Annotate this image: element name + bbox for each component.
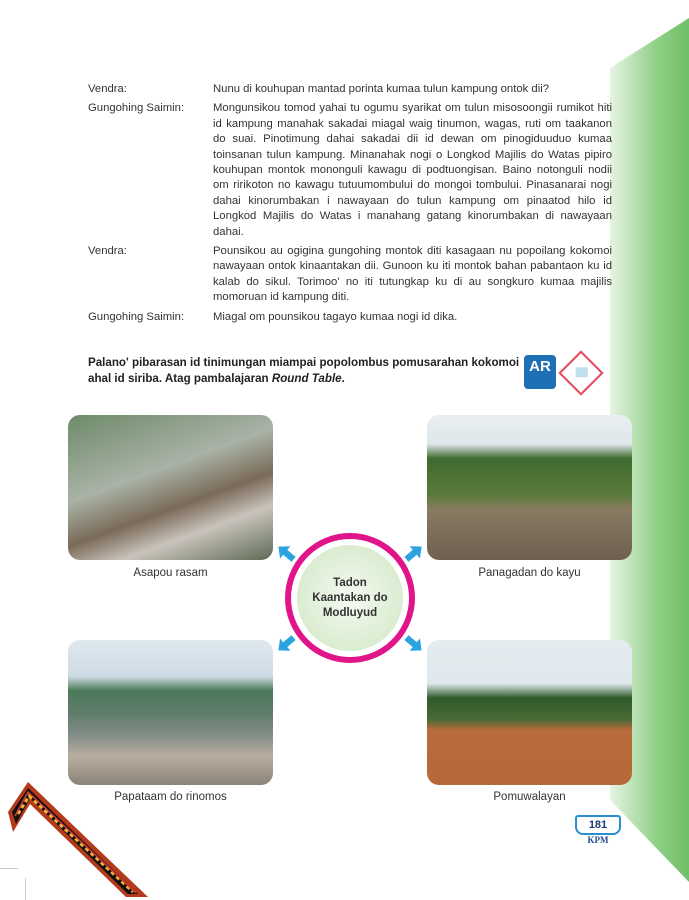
topic-line: Tadon [333,576,367,589]
activity-instruction [88,355,528,387]
speech: Pounsikou au ogigina gungohing montok diti kasagaan nu popoilang kokomoi nawayaan ontok kinaantakan dii. Gunoon ku iti montok bahan pabantaon ku id kalab do sikul. Torimoo' no iti tutungkap ku di au songkuro kumaa majilis momoruan id kampung diti. [213,245,612,304]
central-topic [285,533,415,663]
speaker: Gungohing Saimin: [88,310,185,323]
dialogue-line [88,101,612,240]
photo-land-clearing [427,640,632,785]
instruction-italic: Round Table [271,372,342,385]
dialogue [88,82,612,329]
book-icon [558,350,603,395]
instruction-end: . [341,372,345,385]
page-number: 181 [575,815,621,835]
speaker: Gungohing Saimin: [88,102,185,115]
caption: Pomuwalayan [493,791,566,803]
caption: Panagadan do kayu [478,567,581,579]
arrow-icon [401,540,427,565]
arrow-icon [273,631,299,656]
photo-logging [427,415,632,560]
speaker: Vendra: [88,83,127,95]
speaker: Vendra: [88,245,127,258]
instruction-text: Palano' pibarasan id tinimungan miampai popolombus pomusarahan kokomoi ahal id siriba. Atag pambalajaran [88,356,520,385]
photo-haze [68,415,273,560]
dialogue-line [88,82,612,97]
page-number-badge [575,815,621,845]
decorative-motif [8,772,148,897]
speech: Nunu di kouhupan mantad porinta kumaa tulun kampung ontok dii? [213,83,549,95]
dialogue-line [88,244,612,306]
dialogue-line [88,310,612,325]
publisher: KPM [587,835,609,845]
topic-line: Modluyud [322,606,378,619]
photo-river-pollution [68,640,273,785]
topic-line: Kaantakan do [312,591,388,604]
ar-icon[interactable]: AR [524,355,556,389]
caption: Papataam do rinomos [114,791,227,803]
speech: Mongunsikou tomod yahai tu ogumu syarikat om tulun misosoongii rumikot hiti id kampung manahak sakadai miagal waig tinumon, wagas, ruti om taakanon do suai. Pinotimung dahai sakadai dii id dewan om pinogiduuduo kumaa toinsanan tulun kampung. Minanahak nogi o Longkod Majilis do Watas pipiro kouhupan montok mononguli kawagu di podtuongisan. Baino notonguli nodii om ririkoton no kawagu tutuumombului do mongoi tombului. Pinasanarai nogi dahai kinorumbakan i nawayaan do tulun kampung om pinaatod hilo id Longkod Majilis do Watas i manahang gatang kinorumbakan di nawayaan dahai. [213,102,612,238]
arrow-icon [401,631,427,656]
speech: Miagal om pounsikou tagayo kumaa nogi id dika. [213,310,458,323]
caption: Asapou rasam [133,567,208,579]
